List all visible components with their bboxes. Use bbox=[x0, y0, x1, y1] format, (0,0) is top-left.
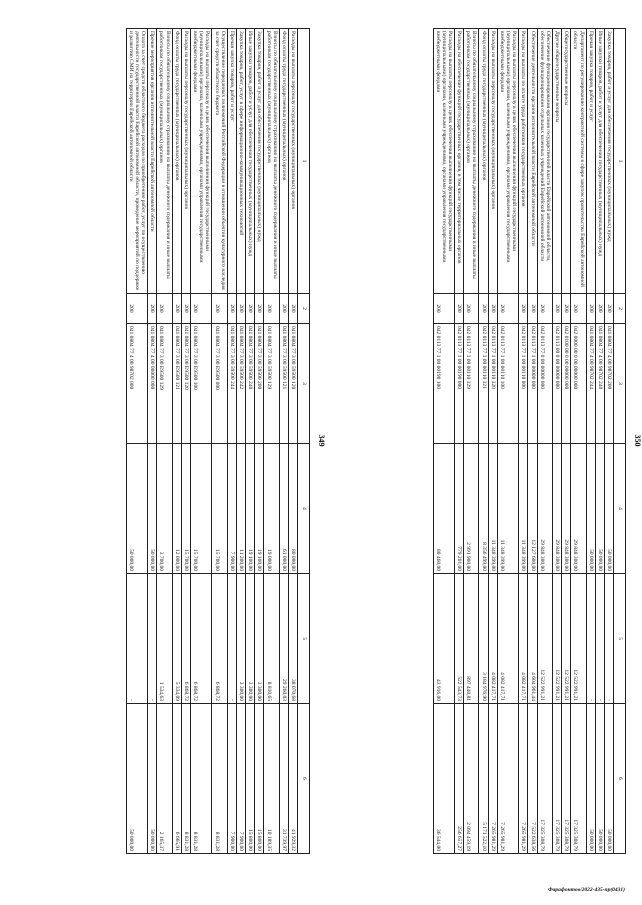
row-classifier-cell: 041 0804 77 3 00 59500 242 bbox=[236, 324, 245, 444]
row-approved-cell: 19 100,00 bbox=[246, 444, 255, 574]
row-code-cell: 200 bbox=[497, 294, 518, 324]
row-code-cell: 200 bbox=[433, 294, 454, 324]
row-name-cell: Расходы на выплаты персоналу государственных (муниципальных) органов bbox=[488, 29, 497, 294]
row-name-cell: Расходы на выплаты персоналу в целях обеспечения выполнения функций государственными (муниципальными) органами, казенными учреждениями, органами управления государственными внебюджетными фондами bbox=[497, 29, 518, 294]
row-code-cell: 200 bbox=[227, 294, 236, 324]
table-row bbox=[227, 29, 236, 854]
row-executed-cell: 522 543,73 bbox=[455, 574, 464, 704]
column-header: 5 bbox=[614, 574, 626, 704]
table-row bbox=[519, 29, 528, 854]
table-row bbox=[212, 29, 227, 854]
row-remaining-cell: 7 900,00 bbox=[236, 704, 245, 854]
row-code-cell: 200 bbox=[190, 294, 211, 324]
table-row bbox=[148, 29, 157, 854]
table-row bbox=[190, 29, 211, 854]
column-header: 2 bbox=[298, 294, 310, 324]
row-classifier-cell: 041 0804 77 4 00 98702 000 bbox=[126, 324, 147, 444]
table-row bbox=[552, 29, 561, 854]
row-approved-cell: 19 100,00 bbox=[255, 444, 264, 574]
row-approved-cell: 11 348 399,00 bbox=[519, 444, 528, 574]
page-number: 349 bbox=[317, 434, 326, 447]
table-row bbox=[255, 29, 264, 854]
row-code-cell: 200 bbox=[157, 294, 172, 324]
row-name-cell: Обеспечение деятельности органов исполнительной власти Еврейской автономной области bbox=[528, 29, 537, 294]
row-classifier-cell: 041 0804 77 4 00 00000 000 bbox=[148, 324, 157, 444]
row-executed-cell: 12 522 991,21 bbox=[571, 574, 586, 704]
row-code-cell: 200 bbox=[288, 294, 297, 324]
row-classifier-cell: 041 0804 77 3 00 Е9500 120 bbox=[181, 324, 190, 444]
row-approved-cell: 29 848 300,00 bbox=[552, 444, 561, 574]
row-approved-cell: 61 000,00 bbox=[279, 444, 288, 574]
row-name-cell: Департамент по регулированию контрактной системы в сфере закупок правительства Еврейской автономной области bbox=[571, 29, 586, 294]
row-name-cell: Расходы на обеспечение функций государственных органов, в том числе территориальных органов bbox=[455, 29, 464, 294]
row-remaining-cell: 7 900,00 bbox=[227, 704, 236, 854]
header-row bbox=[614, 29, 626, 854]
budget-table bbox=[126, 28, 310, 854]
row-executed-cell: 12 522 991,21 bbox=[552, 574, 561, 704]
table-row bbox=[479, 29, 488, 854]
table-row bbox=[604, 29, 613, 854]
row-name-cell: Взносы по обязательному социальному страхованию на выплаты денежного содержания и иные выплаты работникам государственных (муниципальных) органов bbox=[264, 29, 279, 294]
row-classifier-cell: 041 0804 77 3 00 59500 129 bbox=[264, 324, 279, 444]
row-code-cell: 200 bbox=[552, 294, 561, 324]
row-classifier-cell: 041 0804 77 3 00 59500 121 bbox=[279, 324, 288, 444]
row-name-cell: Фонд оплаты труда государственных (муниципальных) органов bbox=[172, 29, 181, 294]
row-executed-cell: 29 260,03 bbox=[279, 574, 288, 704]
row-code-cell: 200 bbox=[562, 294, 571, 324]
table-row bbox=[455, 29, 464, 854]
row-classifier-cell: 042 0113 77 1 00 00190 000 bbox=[455, 324, 464, 444]
column-header: 3 bbox=[614, 324, 626, 444]
row-classifier-cell: 042 0113 77 0 00 00000 000 bbox=[537, 324, 552, 444]
column-header: 1 bbox=[298, 29, 310, 294]
row-name-cell: Прочая закупка товаров, работ и услуг bbox=[227, 29, 236, 294]
row-name-cell: Фонд оплаты труда государственных (муниципальных) органов bbox=[279, 29, 288, 294]
row-classifier-cell: 041 0804 77 3 00 59500 200 bbox=[255, 324, 264, 444]
row-classifier-cell: 041 0804 77 3 00 59500 244 bbox=[227, 324, 236, 444]
row-executed-cell: 1 534,63 bbox=[157, 574, 172, 704]
column-header: 4 bbox=[614, 444, 626, 574]
row-executed-cell: 38 070,68 bbox=[288, 574, 297, 704]
column-header: 6 bbox=[298, 704, 310, 854]
table-row bbox=[562, 29, 571, 854]
row-code-cell: 200 bbox=[528, 294, 537, 324]
table-row bbox=[157, 29, 172, 854]
row-approved-cell: 50 000,00 bbox=[148, 444, 157, 574]
row-approved-cell: 12 000,00 bbox=[172, 444, 181, 574]
row-approved-cell: 7 900,00 bbox=[227, 444, 236, 574]
table-row bbox=[279, 29, 288, 854]
row-remaining-cell: 7 522 638,56 bbox=[528, 704, 537, 854]
row-code-cell: 200 bbox=[479, 294, 488, 324]
row-executed-cell: 12 522 991,21 bbox=[562, 574, 571, 704]
row-code-cell: 200 bbox=[595, 294, 604, 324]
row-remaining-cell: 2 094 459,19 bbox=[464, 704, 479, 854]
row-code-cell: 200 bbox=[537, 294, 552, 324]
row-approved-cell: 779 201,00 bbox=[455, 444, 464, 574]
row-classifier-cell: 042 0113 77 1 00 00110 120 bbox=[488, 324, 497, 444]
row-executed-cell: 4 082 417,71 bbox=[497, 574, 518, 704]
row-code-cell: 200 bbox=[246, 294, 255, 324]
page-number: 350 bbox=[633, 434, 642, 447]
row-executed-cell: 6 868,72 bbox=[190, 574, 211, 704]
row-executed-cell: 6 868,72 bbox=[212, 574, 227, 704]
row-remaining-cell: 31 739,97 bbox=[279, 704, 288, 854]
row-approved-cell: 12 127 600,00 bbox=[528, 444, 537, 574]
table-row bbox=[288, 29, 297, 854]
row-approved-cell: 2 991 900,00 bbox=[464, 444, 479, 574]
row-classifier-cell: 041 0804 77 3 00 Е9500 121 bbox=[172, 324, 181, 444]
row-classifier-cell: 042 0000 00 0 00 00000 000 bbox=[571, 324, 586, 444]
row-approved-cell: 19 000,00 bbox=[264, 444, 279, 574]
table-row bbox=[181, 29, 190, 854]
row-remaining-cell: 8 831,28 bbox=[212, 704, 227, 854]
row-remaining-cell: 17 325 308,79 bbox=[562, 704, 571, 854]
row-executed-cell: 4 082 417,71 bbox=[519, 574, 528, 704]
row-classifier-cell: 041 0804 77 4 00 98702 244 bbox=[586, 324, 595, 444]
row-approved-cell: 11 348 399,00 bbox=[497, 444, 518, 574]
table-row bbox=[488, 29, 497, 854]
row-code-cell: 200 bbox=[148, 294, 157, 324]
table-row bbox=[126, 29, 147, 854]
row-executed-cell: - bbox=[595, 574, 604, 704]
row-code-cell: 200 bbox=[181, 294, 190, 324]
row-remaining-cell: 8 831,28 bbox=[181, 704, 190, 854]
row-name-cell: Закупка товаров, работ и услуг для обеспечения государственных (муниципальных) нужд bbox=[255, 29, 264, 294]
budget-table bbox=[433, 28, 626, 854]
row-remaining-cell: 50 000,00 bbox=[148, 704, 157, 854]
row-remaining-cell: 10 189,35 bbox=[264, 704, 279, 854]
row-approved-cell: 80 460,00 bbox=[433, 444, 454, 574]
table-row bbox=[571, 29, 586, 854]
row-code-cell: 200 bbox=[455, 294, 464, 324]
row-remaining-cell: 8 831,28 bbox=[190, 704, 211, 854]
row-approved-cell: 11 348 399,00 bbox=[488, 444, 497, 574]
table-row bbox=[528, 29, 537, 854]
row-approved-cell: 15 700,00 bbox=[181, 444, 190, 574]
row-executed-cell: 3 300,00 bbox=[255, 574, 264, 704]
row-name-cell: Закупка товаров, работ, услуг в сфере информационно-коммуникационных технологий bbox=[236, 29, 245, 294]
row-name-cell: Обеспечение функционирования органов государственной власти Еврейской автономной области, обеспечение функционирования отдельных казенных учреждений Еврейской автономной области bbox=[537, 29, 552, 294]
row-approved-cell: 3 700,00 bbox=[157, 444, 172, 574]
row-remaining-cell: 17 325 308,79 bbox=[571, 704, 586, 854]
row-remaining-cell: 17 325 308,79 bbox=[537, 704, 552, 854]
row-classifier-cell: 042 0100 00 0 00 00000 000 bbox=[562, 324, 571, 444]
row-code-cell: 200 bbox=[236, 294, 245, 324]
page-350 bbox=[433, 28, 642, 853]
row-classifier-cell: 042 0113 00 0 00 00000 000 bbox=[552, 324, 561, 444]
row-executed-cell: 6 868,72 bbox=[181, 574, 190, 704]
column-header: 2 bbox=[614, 294, 626, 324]
row-approved-cell: 50 000,00 bbox=[604, 444, 613, 574]
row-remaining-cell: 15 800,00 bbox=[255, 704, 264, 854]
row-name-cell: Расходы на выплаты по оплате труда работников государственных органов bbox=[519, 29, 528, 294]
row-classifier-cell: 041 0804 77 3 00 Е9500 100 bbox=[190, 324, 211, 444]
table-row bbox=[464, 29, 479, 854]
column-header: 1 bbox=[614, 29, 626, 294]
row-remaining-cell: 6 665,91 bbox=[172, 704, 181, 854]
row-remaining-cell: 36 544,00 bbox=[433, 704, 454, 854]
row-name-cell: Расходы на выплаты персоналу в целях обеспечения выполнения функций государственными (муниципальными) органами, казенными учреждениями, органами управления государственными внебюджетными фондами bbox=[190, 29, 211, 294]
column-header: 6 bbox=[614, 704, 626, 854]
row-remaining-cell: 50 000,00 bbox=[595, 704, 604, 854]
row-classifier-cell: 041 0804 77 3 00 Е9500 000 bbox=[212, 324, 227, 444]
row-name-cell: Другие общегосударственные вопросы bbox=[552, 29, 561, 294]
table-row bbox=[172, 29, 181, 854]
column-header: 5 bbox=[298, 574, 310, 704]
row-name-cell: Расходы на выплаты персоналу государственных (муниципальных) органов bbox=[288, 29, 297, 294]
row-approved-cell: 15 700,00 bbox=[190, 444, 211, 574]
row-approved-cell: 50 000,00 bbox=[595, 444, 604, 574]
row-executed-cell: 4 082 417,71 bbox=[488, 574, 497, 704]
row-executed-cell: 12 522 991,21 bbox=[537, 574, 552, 704]
row-approved-cell: 8 356 499,00 bbox=[479, 444, 488, 574]
row-classifier-cell: 042 0113 77 1 00 00110 100 bbox=[497, 324, 518, 444]
row-approved-cell: 15 700,00 bbox=[212, 444, 227, 574]
row-executed-cell: 5 334,09 bbox=[172, 574, 181, 704]
row-classifier-cell: 042 0113 77 1 00 00190 100 bbox=[433, 324, 454, 444]
row-code-cell: 200 bbox=[464, 294, 479, 324]
row-remaining-cell: 50 000,00 bbox=[586, 704, 595, 854]
table-row bbox=[586, 29, 595, 854]
row-name-cell: Расходы на выплаты персоналу в целях обеспечения выполнения функций государственными (муниципальными) органами, казенными учреждениями, органами управления государственными внебюджетными фондами bbox=[433, 29, 454, 294]
row-remaining-cell: 7 265 981,29 bbox=[497, 704, 518, 854]
table-row bbox=[264, 29, 279, 854]
row-name-cell: Взносы по обязательному социальному страхованию на выплаты денежного содержания и иные выплаты работникам государственных (муниципальных) органов bbox=[464, 29, 479, 294]
row-code-cell: 200 bbox=[586, 294, 595, 324]
page-349 bbox=[126, 28, 326, 853]
row-approved-cell: 50 000,00 bbox=[126, 444, 147, 574]
row-code-cell: 200 bbox=[126, 294, 147, 324]
row-executed-cell: 43 916,00 bbox=[433, 574, 454, 704]
document-footer: Фарафонтов/2022-435-пр(0431) bbox=[548, 887, 625, 893]
row-name-cell: Осуществление переданных полномочий Российской Федерации в отношении объектов культурного наследия за счет средств областного бюджета bbox=[212, 29, 227, 294]
row-approved-cell: 11 200,00 bbox=[236, 444, 245, 574]
row-executed-cell: 8 810,65 bbox=[264, 574, 279, 704]
row-code-cell: 200 bbox=[604, 294, 613, 324]
row-approved-cell: 29 848 300,00 bbox=[537, 444, 552, 574]
row-name-cell: Прочая закупка товаров, работ и услуг bbox=[586, 29, 595, 294]
table-row bbox=[537, 29, 552, 854]
row-classifier-cell: 041 0804 77 3 00 59500 120 bbox=[288, 324, 297, 444]
row-remaining-cell: 50 000,00 bbox=[126, 704, 147, 854]
row-classifier-cell: 041 0804 77 3 00 59500 240 bbox=[246, 324, 255, 444]
row-executed-cell: - bbox=[586, 574, 595, 704]
row-name-cell: Прочие мероприятия органов исполнительной власти Еврейской автономной области bbox=[148, 29, 157, 294]
row-name-cell: Взносы по обязательному социальному страхованию на выплаты денежного содержания и иные выплаты работникам государственных (муниципальных) органов bbox=[157, 29, 172, 294]
row-name-cell: Общегосударственные вопросы bbox=[562, 29, 571, 294]
row-code-cell: 200 bbox=[255, 294, 264, 324]
column-header: 3 bbox=[298, 324, 310, 444]
row-executed-cell: - bbox=[126, 574, 147, 704]
row-name-cell: Закупка товаров, работ и услуг для обеспечения государственных (муниципальных) нужд bbox=[604, 29, 613, 294]
row-classifier-cell: 041 0804 77 4 00 98702 200 bbox=[604, 324, 613, 444]
row-approved-cell: 29 848 300,00 bbox=[571, 444, 586, 574]
row-code-cell: 200 bbox=[519, 294, 528, 324]
table-row bbox=[236, 29, 245, 854]
row-executed-cell: - bbox=[604, 574, 613, 704]
header-row bbox=[298, 29, 310, 854]
row-code-cell: 200 bbox=[212, 294, 227, 324]
row-approved-cell: 29 848 300,00 bbox=[562, 444, 571, 574]
row-classifier-cell: 042 0113 77 1 00 00000 000 bbox=[528, 324, 537, 444]
row-remaining-cell: 2 165,37 bbox=[157, 704, 172, 854]
row-name-cell: Фонд оплаты труда государственных (муниципальных) органов bbox=[479, 29, 488, 294]
row-approved-cell: 80 000,00 bbox=[288, 444, 297, 574]
row-executed-cell: 3 184 976,90 bbox=[479, 574, 488, 704]
row-executed-cell: - bbox=[148, 574, 157, 704]
row-code-cell: 200 bbox=[279, 294, 288, 324]
row-remaining-cell: 5 171 522,10 bbox=[479, 704, 488, 854]
row-name-cell: Оплата за счет средств областного бюджета расходов по приобретению работ, услуг по осуществлению деятельности государственной власти Еврейской автономной области, проведение мероприятий по поддержке и развитию СМИ на территории Еврейской автономной области bbox=[126, 29, 147, 294]
row-remaining-cell: 7 265 981,29 bbox=[519, 704, 528, 854]
row-remaining-cell: 7 265 981,29 bbox=[488, 704, 497, 854]
row-remaining-cell: 17 325 308,79 bbox=[552, 704, 561, 854]
row-name-cell: Иные закупки товаров, работ и услуг для обеспечения государственных (муниципальных) нужд bbox=[246, 29, 255, 294]
row-classifier-cell: 041 0804 77 4 00 98702 240 bbox=[595, 324, 604, 444]
row-remaining-cell: 256 657,27 bbox=[455, 704, 464, 854]
row-executed-cell: 3 300,00 bbox=[236, 574, 245, 704]
row-remaining-cell: 41 929,32 bbox=[288, 704, 297, 854]
row-name-cell: Иные закупки товаров, работ и услуг для обеспечения государственных (муниципальных) нужд bbox=[595, 29, 604, 294]
row-code-cell: 200 bbox=[264, 294, 279, 324]
row-executed-cell: - bbox=[227, 574, 236, 704]
row-classifier-cell: 042 0113 77 1 00 00110 129 bbox=[464, 324, 479, 444]
table-row bbox=[433, 29, 454, 854]
row-code-cell: 200 bbox=[571, 294, 586, 324]
row-classifier-cell: 042 0113 77 1 00 00110 121 bbox=[479, 324, 488, 444]
row-approved-cell: 50 000,00 bbox=[586, 444, 595, 574]
row-code-cell: 200 bbox=[172, 294, 181, 324]
row-code-cell: 200 bbox=[488, 294, 497, 324]
row-classifier-cell: 041 0804 77 3 00 Е9500 129 bbox=[157, 324, 172, 444]
row-classifier-cell: 042 0113 77 1 00 00110 000 bbox=[519, 324, 528, 444]
row-executed-cell: 4 604 961,44 bbox=[528, 574, 537, 704]
table-row bbox=[497, 29, 518, 854]
row-remaining-cell: 50 000,00 bbox=[604, 704, 613, 854]
table-row bbox=[246, 29, 255, 854]
column-header: 4 bbox=[298, 444, 310, 574]
row-name-cell: Расходы на выплаты персоналу государственных (муниципальных) органов bbox=[181, 29, 190, 294]
table-row bbox=[595, 29, 604, 854]
row-remaining-cell: 15 800,00 bbox=[246, 704, 255, 854]
row-executed-cell: 897 440,81 bbox=[464, 574, 479, 704]
row-executed-cell: 3 300,00 bbox=[246, 574, 255, 704]
